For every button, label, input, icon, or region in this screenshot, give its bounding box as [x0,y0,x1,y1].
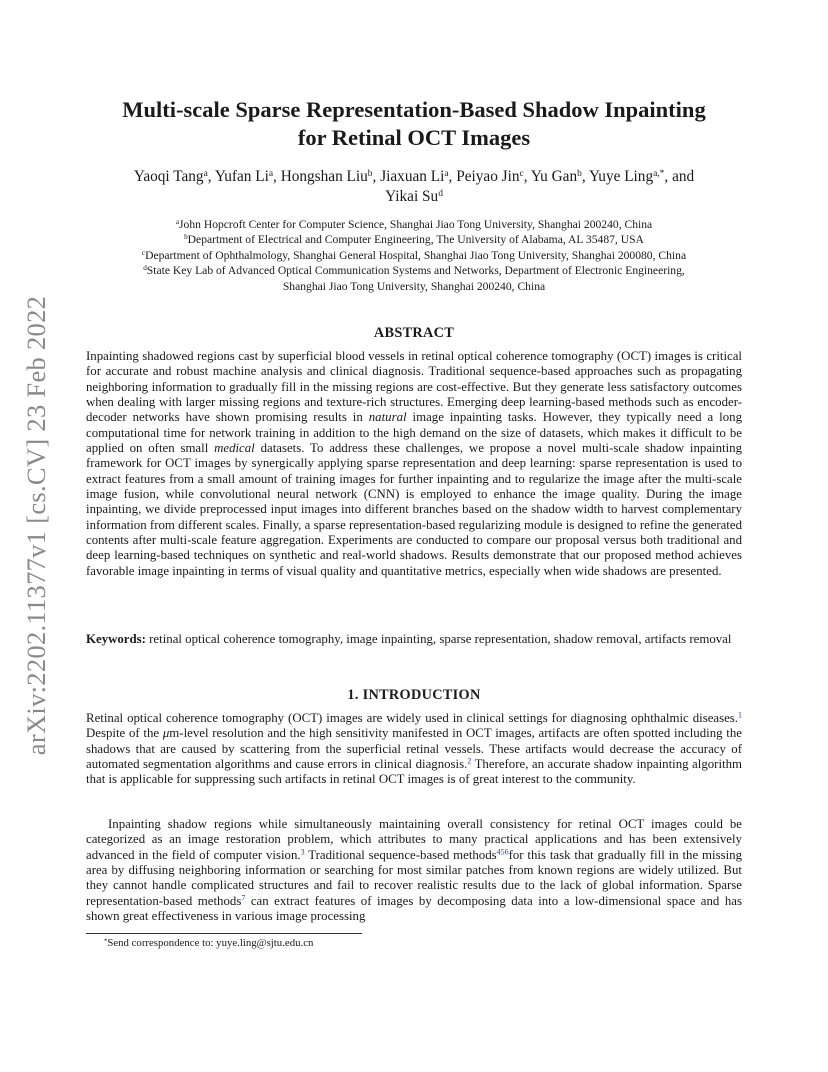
author-name: Yu Gan [530,168,578,185]
author-affil-mark: a [444,168,449,179]
affiliation-text: Department of Electrical and Computer Engineering, The University of Alabama, AL 35487, USA [187,233,644,247]
affiliation-d [86,263,742,278]
author-affil-mark: b [367,168,373,179]
author-conjunction: and [672,168,695,185]
abstract-text-1: Inpainting shadowed regions cast by superficial blood vessels in retinal optical coherence tomography (OCT) images is critical for accurate and robust machine analysis and clinical diagnosis. Traditional sequence-based approaches such as propagating neighboring information to gradually fill in the missing regions are cost-effective. But they generate less satisfactory outcomes when dealing with larger missing regions and texture-rich structures. Emerging deep learning-based methods such as encoder-decoder networks have shown promising results in [86,349,742,425]
citation-link[interactable]: 2 [467,756,472,766]
affiliation-mark: d [143,264,147,273]
citation-link[interactable]: 456 [496,847,509,857]
abstract-text-2: image inpainting tasks. However, they typically need a long computational time for network training in addition to the high demand on the size of datasets, which makes it difficult to be applied on often small [86,410,743,456]
author-affil-mark: a [203,168,208,179]
author-name: Yuye Ling [588,168,654,185]
affiliation-a [86,217,742,232]
author-name: Hongshan Liu [280,168,368,185]
abstract-body [86,349,742,579]
intro-text: Therefore, an accurate shadow inpainting algorithm that is applicable for suppressing such artifacts in retinal OCT images is of great interest to the community. [86,757,742,787]
affiliation-mark: a [175,218,180,227]
intro-text: for this task that gradually fill in the missing area by diffusing neighboring information or searching for most similar patches from known regions are widely utilized. But they cannot handle complicated structures and fail to recover realistic results due to the lack of global information. Sparse representation-based methods [86,847,742,908]
intro-text: m-level resolution and the high sensitivity manifested in OCT images, artifacts are often spotted including the shadows that are caused by scattering from the superficial retinal vessels. These artifacts would decrease the accuracy of automated segmentation algorithms and cause errors in clinical diagnosis. [86,726,742,772]
intro-text: can extract features of images by decomposing data into a low-dimensional space and has shown great effectiveness in various image processing [86,893,742,924]
affiliation-list [86,217,742,294]
intro-text: Traditional sequence-based methods [304,847,497,862]
abstract-emphasis-medical: medical [214,441,255,456]
abstract-heading: ABSTRACT [373,325,455,341]
author-name: Yaoqi Tang [133,168,204,185]
citation-link[interactable]: 3 [300,847,305,857]
introduction-heading: 1. INTRODUCTION [347,687,481,703]
affiliation-b [86,232,742,247]
author-affil-mark: a,* [653,168,665,179]
author-affil-mark: b [577,168,582,179]
affiliation-text: Department of Ophthalmology, Shanghai General Hospital, Shanghai Jiao Tong University, Shanghai 200080, China [145,248,687,262]
mu-symbol: μ [162,726,170,741]
affiliation-text: State Key Lab of Advanced Optical Communication Systems and Networks, Department of Electronic Engineering, [146,264,685,278]
arxiv-id-text: arXiv:2202.11377v1 [cs.CV] 23 Feb 2022 [21,295,52,755]
author-affil-mark: d [438,188,443,199]
affiliation-mark: c [141,248,146,257]
intro-text: Inpainting shadow regions while simultaneously maintaining overall consistency for retinal OCT images could be categorized as an image restoration problem, which attributes to many practical applications and has been extensively advanced in the field of computer vision. [86,817,742,862]
author-name: Yikai Su [385,188,439,205]
affiliation-d-continued [86,279,742,294]
title-line-1: Multi-scale Sparse Representation-Based Shadow Inpainting [122,97,706,122]
author-name: Yufan Li [214,168,269,185]
keywords-text: retinal optical coherence tomography, image inpainting, sparse representation, shadow removal, artifacts removal [149,632,732,646]
abstract-emphasis-natural: natural [368,410,407,425]
citation-link[interactable]: 1 [738,710,742,720]
author-affil-mark: a [268,168,274,179]
author-name: Peiyao Jin [456,168,520,185]
introduction-paragraph-2 [86,817,742,924]
footnote [104,936,724,950]
author-name: Jiaxuan Li [380,168,445,185]
keywords-label: Keywords: [86,632,146,646]
intro-text: Despite of the [86,726,163,741]
intro-text: Retinal optical coherence tomography (OCT) images are widely used in clinical settings for diagnosing ophthalmic diseases. [86,711,739,725]
affiliation-c [86,248,742,263]
affiliation-text: Shanghai Jiao Tong University, Shanghai 200240, China [282,279,546,293]
citation-link[interactable]: 7 [241,893,246,903]
author-list: Yaoqi Tang$^a$, Yufan Li$^a$, Hongshan Liu$^b$, Jiaxuan Li$^a$, Peiyao Jin$^c$, Yu Gan$^b$, Yuye Ling$^{a,*}$, and Yikai Su$^d$ [133,168,695,205]
paper-title [86,96,742,152]
arxiv-identifier-stamp [17,285,57,765]
introduction-paragraph-1 [86,711,742,788]
footnote-text: Send correspondence to: yuye.ling@sjtu.edu.cn [107,937,314,949]
affiliation-mark: b [184,233,188,242]
footnote-mark: * [104,937,108,945]
author-affil-mark: c [519,168,524,179]
keywords-block [86,632,742,647]
affiliation-text: John Hopcroft Center for Computer Science, Shanghai Jiao Tong University, Shanghai 200240, China [179,218,653,231]
title-line-2: for Retinal OCT Images [297,125,531,150]
abstract-text-3: datasets. To address these challenges, we propose a novel multi-scale shadow inpainting framework for OCT images by synergically applying sparse representation and deep learning: sparse representation is used to extract features from a small amount of training images for further inpainting and to regularize the image after the multi-scale image fusion, while convolutional neural network (CNN) is employed to enhance the image quality. During the image inpainting, we divide preprocessed input images into different branches based on the shadow width to harvest complementary information from different scales. Finally, a sparse representation-based regularizing module is designed to refine the generated contents after multi-scale feature aggregation. Experiments are conducted to compare our proposal versus both traditional and deep learning-based techniques on synthetic and real-world shadows. Results demonstrate that our proposed method achieves favorable image inpainting in terms of visual quality and quantitative metrics, especially when wide shadows are presented. [86,441,742,578]
footnote-divider [86,933,362,934]
